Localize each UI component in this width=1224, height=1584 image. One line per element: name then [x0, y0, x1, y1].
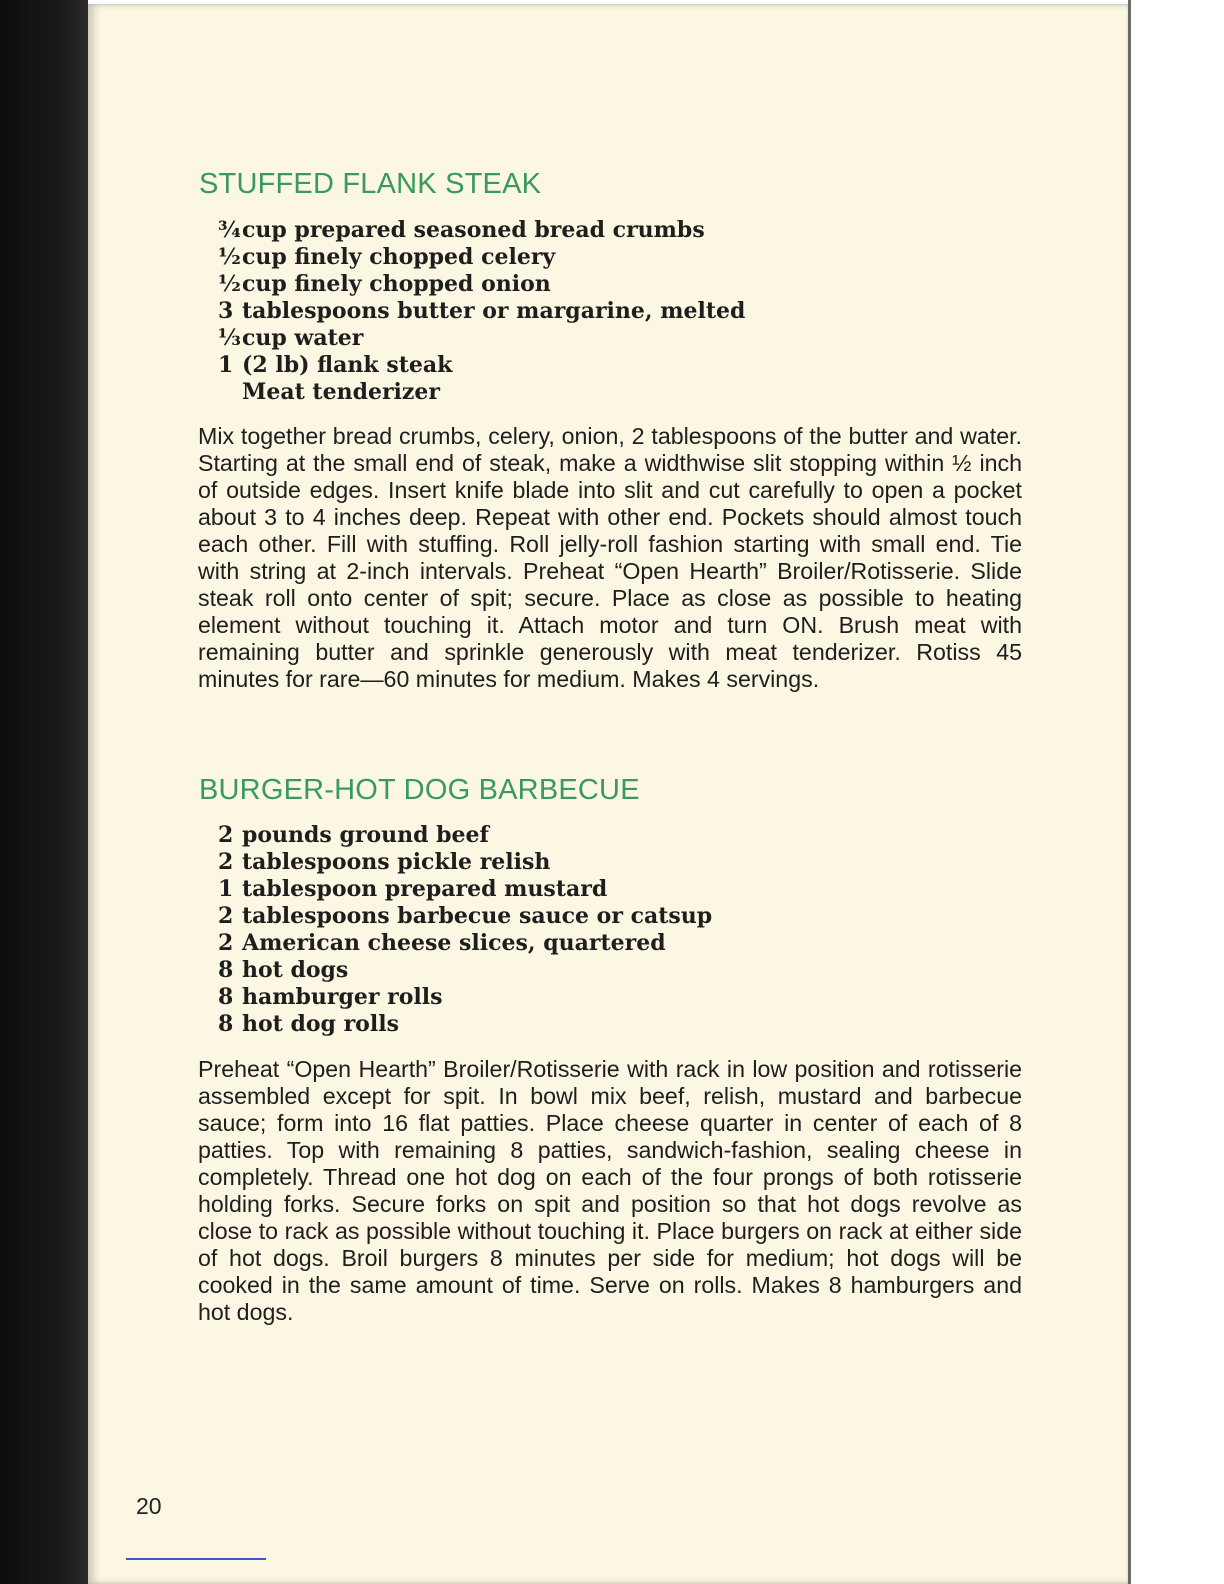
- page-edge: [1128, 0, 1131, 1584]
- ingredient-text: pounds ground beef: [242, 822, 489, 848]
- ingredient-item: [218, 984, 712, 1011]
- scan-marker-line: [126, 1558, 266, 1560]
- recipe-title-burger-hot-dog-barbecue: BURGER-HOT DOG BARBECUE: [199, 774, 640, 806]
- ingredient-item: [218, 876, 712, 903]
- ingredient-item: [218, 298, 745, 325]
- ingredient-qty: 8: [218, 1011, 234, 1037]
- ingredient-item: [218, 822, 712, 849]
- ingredient-text: American cheese slices, quartered: [242, 930, 666, 956]
- ingredient-qty: 8: [218, 957, 234, 983]
- ingredient-text: tablespoon prepared mustard: [242, 876, 608, 902]
- ingredient-list: [218, 217, 745, 406]
- recipe-method: Preheat “Open Hearth” Broiler/Rotisserie with rack in low position and rotisserie assembled except for spit. In bowl mix beef, relish, mustard and barbecue sauce; form into 16 flat patties. Place cheese quarter in center of each of 8 patties. Top with remaining 8 patties, sandwich-fashion, sealing cheese in completely. Thread one hot dog on each of the four prongs of both rotisserie holding forks. Secure forks on spit and position so that hot dogs revolve as close to rack as possible without touching it. Place burgers on rack at either side of hot dogs. Broil burgers 8 minutes per side for medium; hot dogs will be cooked in the same amount of time. Serve on rolls. Makes 8 hamburgers and hot dogs.: [198, 1056, 1022, 1325]
- ingredient-text: cup finely chopped celery: [242, 244, 556, 270]
- ingredient-item: [218, 849, 712, 876]
- ingredient-qty: 1: [218, 876, 234, 902]
- ingredient-item: [218, 325, 745, 352]
- ingredient-text: cup finely chopped onion: [242, 271, 551, 297]
- recipe-method: Mix together bread crumbs, celery, onion, 2 tablespoons of the butter and water. Starting at the small end of steak, make a widthwise slit stopping within ½ inch of outside edges. Insert knife blade into slit and cut carefully to open a pocket about 3 to 4 inches deep. Repeat with other end. Pockets should almost touch each other. Fill with stuffing. Roll jelly-roll fashion starting with small end. Tie with string at 2-inch intervals. Preheat “Open Hearth” Broiler/Rotisserie. Slide steak roll onto center of spit; secure. Place as close as possible to heating element without touching it. Attach motor and turn ON. Brush meat with remaining butter and sprinkle generously with meat tenderizer. Rotiss 45 minutes for rare—60 minutes for medium. Makes 4 servings.: [198, 423, 1022, 692]
- ingredient-qty: 2: [218, 822, 234, 848]
- ingredient-text: Meat tenderizer: [242, 379, 440, 405]
- ingredient-text: (2 lb) flank steak: [242, 352, 453, 378]
- ingredient-qty: 3: [218, 298, 234, 324]
- book-binding: [0, 0, 88, 1584]
- ingredient-text: hot dogs: [242, 957, 349, 983]
- ingredient-qty: ⅓: [218, 325, 241, 351]
- ingredient-item: [218, 903, 712, 930]
- ingredient-item: [218, 271, 745, 298]
- ingredient-list: [218, 822, 712, 1038]
- recipe-title-stuffed-flank-steak: STUFFED FLANK STEAK: [199, 168, 542, 200]
- ingredient-qty: ¾: [218, 217, 241, 243]
- ingredient-qty: 1: [218, 352, 234, 378]
- ingredient-text: hot dog rolls: [242, 1011, 399, 1037]
- ingredient-item: [218, 352, 745, 379]
- ingredient-qty: 2: [218, 849, 234, 875]
- ingredient-text: tablespoons pickle relish: [242, 849, 551, 875]
- ingredient-qty: 2: [218, 930, 234, 956]
- ingredient-item: [218, 244, 745, 271]
- ingredient-qty: ½: [218, 244, 241, 270]
- ingredient-item: [218, 1011, 712, 1038]
- page-number: 20: [136, 1493, 162, 1519]
- ingredient-text: tablespoons butter or margarine, melted: [242, 298, 746, 324]
- ingredient-text: hamburger rolls: [242, 984, 443, 1010]
- ingredient-qty: ½: [218, 271, 241, 297]
- ingredient-qty: 2: [218, 903, 234, 929]
- ingredient-item: [218, 957, 712, 984]
- ingredient-text: cup water: [242, 325, 364, 351]
- ingredient-item: [218, 379, 745, 406]
- ingredient-text: cup prepared seasoned bread crumbs: [242, 217, 705, 243]
- ingredient-text: tablespoons barbecue sauce or catsup: [242, 903, 713, 929]
- ingredient-qty: 8: [218, 984, 234, 1010]
- ingredient-item: [218, 217, 745, 244]
- ingredient-item: [218, 930, 712, 957]
